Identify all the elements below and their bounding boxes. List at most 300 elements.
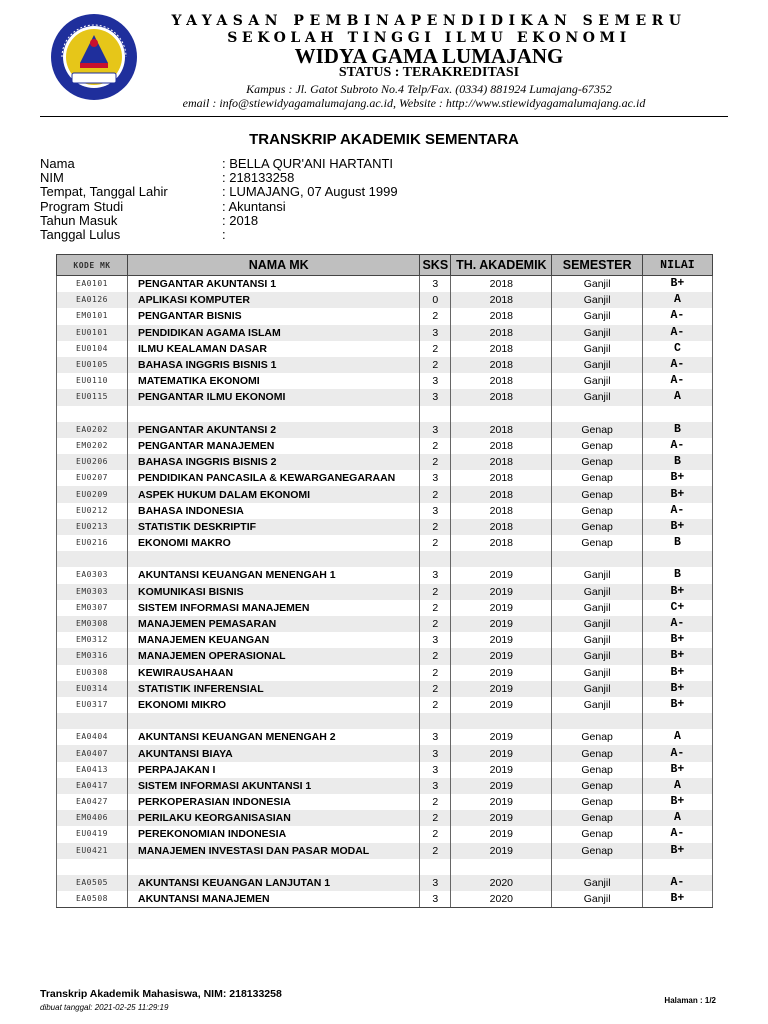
nilai-cell: A- bbox=[642, 875, 712, 891]
nilai-cell: B bbox=[642, 535, 712, 551]
nama-cell: PERPAJAKAN I bbox=[128, 762, 420, 778]
kode-cell: EU0101 bbox=[57, 325, 128, 341]
tahun-cell: 2019 bbox=[451, 665, 552, 681]
nilai-cell bbox=[642, 406, 712, 422]
tahun-cell: 2019 bbox=[451, 745, 552, 761]
sks-cell bbox=[420, 859, 451, 875]
kode-cell: EM0101 bbox=[57, 308, 128, 324]
nama-cell: BAHASA INGGRIS BISNIS 1 bbox=[128, 357, 420, 373]
semester-cell: Genap bbox=[552, 535, 642, 551]
nama-cell: KEWIRAUSAHAAN bbox=[128, 665, 420, 681]
nama-cell: AKUNTANSI BIAYA bbox=[128, 745, 420, 761]
nilai-cell: B+ bbox=[642, 794, 712, 810]
sks-cell: 2 bbox=[420, 681, 451, 697]
nilai-cell: B+ bbox=[642, 276, 712, 293]
sks-cell: 2 bbox=[420, 665, 451, 681]
table-row bbox=[57, 551, 713, 567]
tahun-cell: 2018 bbox=[451, 535, 552, 551]
semester-cell: Genap bbox=[552, 745, 642, 761]
kode-cell: EU0209 bbox=[57, 486, 128, 502]
tahun-cell: 2018 bbox=[451, 438, 552, 454]
nilai-cell: A- bbox=[642, 503, 712, 519]
tahun-cell: 2019 bbox=[451, 778, 552, 794]
table-row bbox=[57, 503, 713, 519]
table-row bbox=[57, 794, 713, 810]
kode-cell: EA0508 bbox=[57, 891, 128, 908]
sks-cell: 2 bbox=[420, 438, 451, 454]
nilai-cell: B+ bbox=[642, 519, 712, 535]
semester-cell: Ganjil bbox=[552, 325, 642, 341]
table-row bbox=[57, 438, 713, 454]
table-row bbox=[57, 762, 713, 778]
kode-cell: EU0115 bbox=[57, 389, 128, 405]
info-ttl: Tempat, Tanggal Lahir : LUMAJANG, 07 August 1999 bbox=[40, 184, 398, 200]
semester-cell: Ganjil bbox=[552, 697, 642, 713]
semester-cell: Ganjil bbox=[552, 891, 642, 908]
school-name: WIDYA GAMA LUMAJANG bbox=[294, 44, 564, 68]
tahun-cell: 2019 bbox=[451, 648, 552, 664]
header-sks: SKS bbox=[420, 255, 451, 276]
tahun-cell: 2019 bbox=[451, 584, 552, 600]
tahun-cell: 2018 bbox=[451, 357, 552, 373]
tahun-cell: 2019 bbox=[451, 826, 552, 842]
nama-cell: PENGANTAR BISNIS bbox=[128, 308, 420, 324]
nilai-cell: A bbox=[642, 729, 712, 745]
nama-cell: STATISTIK INFERENSIAL bbox=[128, 681, 420, 697]
semester-cell bbox=[552, 859, 642, 875]
tahun-cell bbox=[451, 551, 552, 567]
table-header-row bbox=[57, 255, 713, 276]
nama-cell: ASPEK HUKUM DALAM EKONOMI bbox=[128, 486, 420, 502]
kode-cell: EU0314 bbox=[57, 681, 128, 697]
sks-cell: 3 bbox=[420, 276, 451, 293]
nilai-cell: A- bbox=[642, 745, 712, 761]
grades-body bbox=[57, 276, 713, 908]
semester-cell: Ganjil bbox=[552, 357, 642, 373]
nilai-cell: B+ bbox=[642, 762, 712, 778]
nilai-cell: A- bbox=[642, 826, 712, 842]
semester-cell: Genap bbox=[552, 762, 642, 778]
nilai-cell: A- bbox=[642, 308, 712, 324]
kode-cell: EM0202 bbox=[57, 438, 128, 454]
nilai-cell bbox=[642, 713, 712, 729]
semester-cell: Genap bbox=[552, 454, 642, 470]
table-row bbox=[57, 584, 713, 600]
sks-cell bbox=[420, 551, 451, 567]
nama-cell: BAHASA INGGRIS BISNIS 2 bbox=[128, 454, 420, 470]
tahun-cell: 2019 bbox=[451, 843, 552, 859]
kode-cell: EA0202 bbox=[57, 422, 128, 438]
sks-cell: 3 bbox=[420, 875, 451, 891]
sks-cell: 3 bbox=[420, 729, 451, 745]
table-row bbox=[57, 681, 713, 697]
nama-cell: PEREKONOMIAN INDONESIA bbox=[128, 826, 420, 842]
table-row bbox=[57, 843, 713, 859]
nama-cell: PENDIDIKAN AGAMA ISLAM bbox=[128, 325, 420, 341]
sks-cell bbox=[420, 713, 451, 729]
sks-cell: 0 bbox=[420, 292, 451, 308]
sks-cell: 3 bbox=[420, 389, 451, 405]
nilai-cell: A bbox=[642, 810, 712, 826]
sks-cell: 2 bbox=[420, 794, 451, 810]
nama-cell: MATEMATIKA EKONOMI bbox=[128, 373, 420, 389]
semester-cell: Genap bbox=[552, 422, 642, 438]
nilai-cell: A bbox=[642, 778, 712, 794]
nama-cell: SISTEM INFORMASI MANAJEMEN bbox=[128, 600, 420, 616]
sks-cell: 3 bbox=[420, 373, 451, 389]
semester-cell: Genap bbox=[552, 470, 642, 486]
semester-cell: Genap bbox=[552, 729, 642, 745]
nama-cell: AKUNTANSI KEUANGAN LANJUTAN 1 bbox=[128, 875, 420, 891]
sks-cell: 2 bbox=[420, 486, 451, 502]
table-row bbox=[57, 891, 713, 908]
semester-cell: Ganjil bbox=[552, 648, 642, 664]
header-divider bbox=[40, 116, 728, 117]
sks-cell: 2 bbox=[420, 341, 451, 357]
nama-cell: APLIKASI KOMPUTER bbox=[128, 292, 420, 308]
header-semester: SEMESTER bbox=[552, 255, 642, 276]
accreditation-status: STATUS : TERAKREDITASI bbox=[338, 65, 520, 80]
semester-cell: Ganjil bbox=[552, 567, 642, 583]
semester-cell: Genap bbox=[552, 438, 642, 454]
nama-cell: AKUNTANSI KEUANGAN MENENGAH 2 bbox=[128, 729, 420, 745]
sks-cell: 2 bbox=[420, 616, 451, 632]
semester-cell: Ganjil bbox=[552, 308, 642, 324]
info-nim: NIM : 218133258 bbox=[40, 170, 295, 186]
tahun-cell: 2019 bbox=[451, 632, 552, 648]
tahun-cell: 2020 bbox=[451, 891, 552, 908]
nama-cell bbox=[128, 859, 420, 875]
table-row bbox=[57, 600, 713, 616]
sks-cell: 2 bbox=[420, 600, 451, 616]
header-nama: NAMA MK bbox=[128, 255, 420, 276]
sks-cell: 3 bbox=[420, 632, 451, 648]
kode-cell: EM0316 bbox=[57, 648, 128, 664]
tahun-cell: 2019 bbox=[451, 810, 552, 826]
nilai-cell: B+ bbox=[642, 843, 712, 859]
tahun-cell: 2020 bbox=[451, 875, 552, 891]
table-row bbox=[57, 341, 713, 357]
nilai-cell: B+ bbox=[642, 632, 712, 648]
table-row bbox=[57, 697, 713, 713]
kode-cell: EM0312 bbox=[57, 632, 128, 648]
nilai-cell: B+ bbox=[642, 470, 712, 486]
tahun-cell: 2019 bbox=[451, 762, 552, 778]
semester-cell: Ganjil bbox=[552, 341, 642, 357]
tahun-cell: 2019 bbox=[451, 600, 552, 616]
semester-cell bbox=[552, 551, 642, 567]
table-row bbox=[57, 389, 713, 405]
nama-cell bbox=[128, 713, 420, 729]
nilai-cell: A- bbox=[642, 438, 712, 454]
grades-table bbox=[56, 254, 713, 908]
sks-cell: 2 bbox=[420, 535, 451, 551]
semester-cell: Ganjil bbox=[552, 665, 642, 681]
table-row bbox=[57, 632, 713, 648]
info-nama: Nama : BELLA QUR'ANI HARTANTI bbox=[40, 156, 394, 171]
school-type: SEKOLAH TINGGI ILMU EKONOMI bbox=[227, 30, 631, 46]
nama-cell: PENGANTAR MANAJEMEN bbox=[128, 438, 420, 454]
semester-cell: Genap bbox=[552, 794, 642, 810]
sks-cell: 2 bbox=[420, 648, 451, 664]
nama-cell: EKONOMI MIKRO bbox=[128, 697, 420, 713]
nilai-cell: A bbox=[642, 389, 712, 405]
kode-cell: EA0505 bbox=[57, 875, 128, 891]
kode-cell: EA0101 bbox=[57, 276, 128, 293]
nama-cell: KOMUNIKASI BISNIS bbox=[128, 584, 420, 600]
tahun-cell: 2018 bbox=[451, 470, 552, 486]
table-row bbox=[57, 729, 713, 745]
table-row bbox=[57, 859, 713, 875]
kode-cell: EU0104 bbox=[57, 341, 128, 357]
tahun-cell: 2018 bbox=[451, 422, 552, 438]
nama-cell: PENGANTAR AKUNTANSI 2 bbox=[128, 422, 420, 438]
kode-cell: EU0105 bbox=[57, 357, 128, 373]
kode-cell: EU0206 bbox=[57, 454, 128, 470]
sks-cell: 3 bbox=[420, 503, 451, 519]
nama-cell: AKUNTANSI MANAJEMEN bbox=[128, 891, 420, 908]
table-row bbox=[57, 826, 713, 842]
semester-cell: Ganjil bbox=[552, 632, 642, 648]
nilai-cell: A- bbox=[642, 373, 712, 389]
semester-cell: Genap bbox=[552, 486, 642, 502]
sks-cell: 2 bbox=[420, 308, 451, 324]
kode-cell: EM0303 bbox=[57, 584, 128, 600]
semester-cell: Ganjil bbox=[552, 681, 642, 697]
nilai-cell: B bbox=[642, 567, 712, 583]
kode-cell bbox=[57, 859, 128, 875]
kode-cell: EU0216 bbox=[57, 535, 128, 551]
nama-cell: PENGANTAR ILMU EKONOMI bbox=[128, 389, 420, 405]
table-row bbox=[57, 665, 713, 681]
semester-cell: Genap bbox=[552, 503, 642, 519]
nilai-cell: B+ bbox=[642, 681, 712, 697]
table-row bbox=[57, 422, 713, 438]
table-row bbox=[57, 486, 713, 502]
tahun-cell bbox=[451, 713, 552, 729]
sks-cell: 3 bbox=[420, 470, 451, 486]
kode-cell: EU0213 bbox=[57, 519, 128, 535]
kode-cell: EU0207 bbox=[57, 470, 128, 486]
tahun-cell: 2019 bbox=[451, 616, 552, 632]
kode-cell: EU0110 bbox=[57, 373, 128, 389]
footer-title: Transkrip Akademik Mahasiswa, NIM: 218133258 bbox=[40, 988, 282, 1000]
semester-cell: Ganjil bbox=[552, 276, 642, 293]
kode-cell: EA0126 bbox=[57, 292, 128, 308]
kode-cell: EU0419 bbox=[57, 826, 128, 842]
kode-cell: EM0406 bbox=[57, 810, 128, 826]
nama-cell: PENGANTAR AKUNTANSI 1 bbox=[128, 276, 420, 293]
table-row bbox=[57, 292, 713, 308]
sks-cell: 2 bbox=[420, 843, 451, 859]
tahun-cell: 2018 bbox=[451, 341, 552, 357]
nama-cell: MANAJEMEN OPERASIONAL bbox=[128, 648, 420, 664]
tahun-cell: 2019 bbox=[451, 697, 552, 713]
sks-cell: 3 bbox=[420, 762, 451, 778]
sks-cell: 3 bbox=[420, 778, 451, 794]
tahun-cell: 2019 bbox=[451, 681, 552, 697]
table-row bbox=[57, 308, 713, 324]
tahun-cell bbox=[451, 406, 552, 422]
sks-cell: 2 bbox=[420, 810, 451, 826]
nama-cell bbox=[128, 406, 420, 422]
campus-address: Kampus : Jl. Gatot Subroto No.4 Telp/Fax. (0334) 881924 Lumajang-67352 bbox=[246, 82, 612, 96]
nama-cell: AKUNTANSI KEUANGAN MENENGAH 1 bbox=[128, 567, 420, 583]
sks-cell: 2 bbox=[420, 454, 451, 470]
table-row bbox=[57, 454, 713, 470]
header-tahun: TH. AKADEMIK bbox=[451, 255, 552, 276]
document-title: TRANSKRIP AKADEMIK SEMENTARA bbox=[249, 131, 519, 148]
sks-cell: 2 bbox=[420, 697, 451, 713]
semester-cell: Ganjil bbox=[552, 292, 642, 308]
sks-cell: 2 bbox=[420, 357, 451, 373]
sks-cell: 3 bbox=[420, 422, 451, 438]
nilai-cell: B+ bbox=[642, 697, 712, 713]
info-masuk: Tahun Masuk : 2018 bbox=[40, 212, 259, 228]
sks-cell: 2 bbox=[420, 584, 451, 600]
sks-cell: 2 bbox=[420, 826, 451, 842]
nilai-cell: A- bbox=[642, 357, 712, 373]
kode-cell: EA0413 bbox=[57, 762, 128, 778]
semester-cell bbox=[552, 713, 642, 729]
nilai-cell bbox=[642, 859, 712, 875]
kode-cell: EU0421 bbox=[57, 843, 128, 859]
table-row bbox=[57, 875, 713, 891]
sks-cell bbox=[420, 406, 451, 422]
nama-cell: MANAJEMEN PEMASARAN bbox=[128, 616, 420, 632]
kode-cell bbox=[57, 551, 128, 567]
table-row bbox=[57, 713, 713, 729]
footer-printed-date: dibuat tanggal: 2021-02-25 11:29:19 bbox=[40, 1003, 169, 1012]
nama-cell bbox=[128, 551, 420, 567]
nama-cell: SISTEM INFORMASI AKUNTANSI 1 bbox=[128, 778, 420, 794]
semester-cell: Genap bbox=[552, 778, 642, 794]
sks-cell: 2 bbox=[420, 519, 451, 535]
tahun-cell bbox=[451, 859, 552, 875]
kode-cell bbox=[57, 406, 128, 422]
nilai-cell: B+ bbox=[642, 648, 712, 664]
nilai-cell bbox=[642, 551, 712, 567]
semester-cell bbox=[552, 406, 642, 422]
nama-cell: MANAJEMEN KEUANGAN bbox=[128, 632, 420, 648]
semester-cell: Ganjil bbox=[552, 875, 642, 891]
tahun-cell: 2018 bbox=[451, 486, 552, 502]
kode-cell bbox=[57, 713, 128, 729]
nama-cell: STATISTIK DESKRIPTIF bbox=[128, 519, 420, 535]
table-row bbox=[57, 373, 713, 389]
nama-cell: EKONOMI MAKRO bbox=[128, 535, 420, 551]
header-kode: KODE MK bbox=[57, 255, 128, 276]
kode-cell: EA0407 bbox=[57, 745, 128, 761]
kode-cell: EA0417 bbox=[57, 778, 128, 794]
tahun-cell: 2018 bbox=[451, 373, 552, 389]
nama-cell: PERKOPERASIAN INDONESIA bbox=[128, 794, 420, 810]
kode-cell: EU0317 bbox=[57, 697, 128, 713]
footer-page-number: Halaman : 1/2 bbox=[664, 996, 716, 1005]
nilai-cell: B+ bbox=[642, 891, 712, 908]
tahun-cell: 2018 bbox=[451, 454, 552, 470]
kode-cell: EU0308 bbox=[57, 665, 128, 681]
table-row bbox=[57, 325, 713, 341]
tahun-cell: 2018 bbox=[451, 503, 552, 519]
nilai-cell: B+ bbox=[642, 584, 712, 600]
kode-cell: EA0404 bbox=[57, 729, 128, 745]
info-lulus: Tanggal Lulus : bbox=[40, 226, 226, 242]
table-row bbox=[57, 535, 713, 551]
table-row bbox=[57, 406, 713, 422]
semester-cell: Genap bbox=[552, 519, 642, 535]
nilai-cell: A- bbox=[642, 616, 712, 632]
nilai-cell: B+ bbox=[642, 665, 712, 681]
table-row bbox=[57, 616, 713, 632]
table-row bbox=[57, 470, 713, 486]
nilai-cell: A bbox=[642, 292, 712, 308]
semester-cell: Ganjil bbox=[552, 584, 642, 600]
tahun-cell: 2018 bbox=[451, 325, 552, 341]
kode-cell: EM0308 bbox=[57, 616, 128, 632]
nama-cell: PERILAKU KEORGANISASIAN bbox=[128, 810, 420, 826]
sks-cell: 3 bbox=[420, 325, 451, 341]
tahun-cell: 2018 bbox=[451, 292, 552, 308]
tahun-cell: 2018 bbox=[451, 276, 552, 293]
nilai-cell: C+ bbox=[642, 600, 712, 616]
table-row bbox=[57, 357, 713, 373]
table-row bbox=[57, 778, 713, 794]
nilai-cell: B bbox=[642, 454, 712, 470]
tahun-cell: 2018 bbox=[451, 308, 552, 324]
info-prodi: Program Studi : Akuntansi bbox=[40, 198, 286, 214]
table-row bbox=[57, 276, 713, 293]
semester-cell: Genap bbox=[552, 826, 642, 842]
nilai-cell: A- bbox=[642, 325, 712, 341]
table-row bbox=[57, 567, 713, 583]
nama-cell: BAHASA INDONESIA bbox=[128, 503, 420, 519]
kode-cell: EU0212 bbox=[57, 503, 128, 519]
kode-cell: EM0307 bbox=[57, 600, 128, 616]
header-nilai: NILAI bbox=[642, 255, 712, 276]
semester-cell: Genap bbox=[552, 843, 642, 859]
sks-cell: 3 bbox=[420, 567, 451, 583]
sks-cell: 3 bbox=[420, 745, 451, 761]
tahun-cell: 2018 bbox=[451, 389, 552, 405]
tahun-cell: 2019 bbox=[451, 567, 552, 583]
table-row bbox=[57, 810, 713, 826]
nama-cell: PENDIDIKAN PANCASILA & KEWARGANEGARAAN bbox=[128, 470, 420, 486]
table-row bbox=[57, 519, 713, 535]
kode-cell: EA0303 bbox=[57, 567, 128, 583]
kode-cell: EA0427 bbox=[57, 794, 128, 810]
semester-cell: Ganjil bbox=[552, 373, 642, 389]
nilai-cell: B+ bbox=[642, 486, 712, 502]
tahun-cell: 2019 bbox=[451, 729, 552, 745]
nilai-cell: B bbox=[642, 422, 712, 438]
semester-cell: Ganjil bbox=[552, 389, 642, 405]
tahun-cell: 2018 bbox=[451, 519, 552, 535]
foundation-name: YAYASAN PEMBINAPENDIDIKAN SEMERU bbox=[171, 13, 687, 29]
sks-cell: 3 bbox=[420, 891, 451, 908]
nilai-cell: C bbox=[642, 341, 712, 357]
semester-cell: Ganjil bbox=[552, 600, 642, 616]
student-info bbox=[40, 157, 398, 242]
table-row bbox=[57, 648, 713, 664]
table-row bbox=[57, 745, 713, 761]
nama-cell: MANAJEMEN INVESTASI DAN PASAR MODAL bbox=[128, 843, 420, 859]
contact-line: email : info@stiewidyagamalumajang.ac.id, Website : http://www.stiewidyagamalumajang.ac.id bbox=[182, 96, 646, 110]
semester-cell: Ganjil bbox=[552, 616, 642, 632]
tahun-cell: 2019 bbox=[451, 794, 552, 810]
semester-cell: Genap bbox=[552, 810, 642, 826]
nama-cell: ILMU KEALAMAN DASAR bbox=[128, 341, 420, 357]
